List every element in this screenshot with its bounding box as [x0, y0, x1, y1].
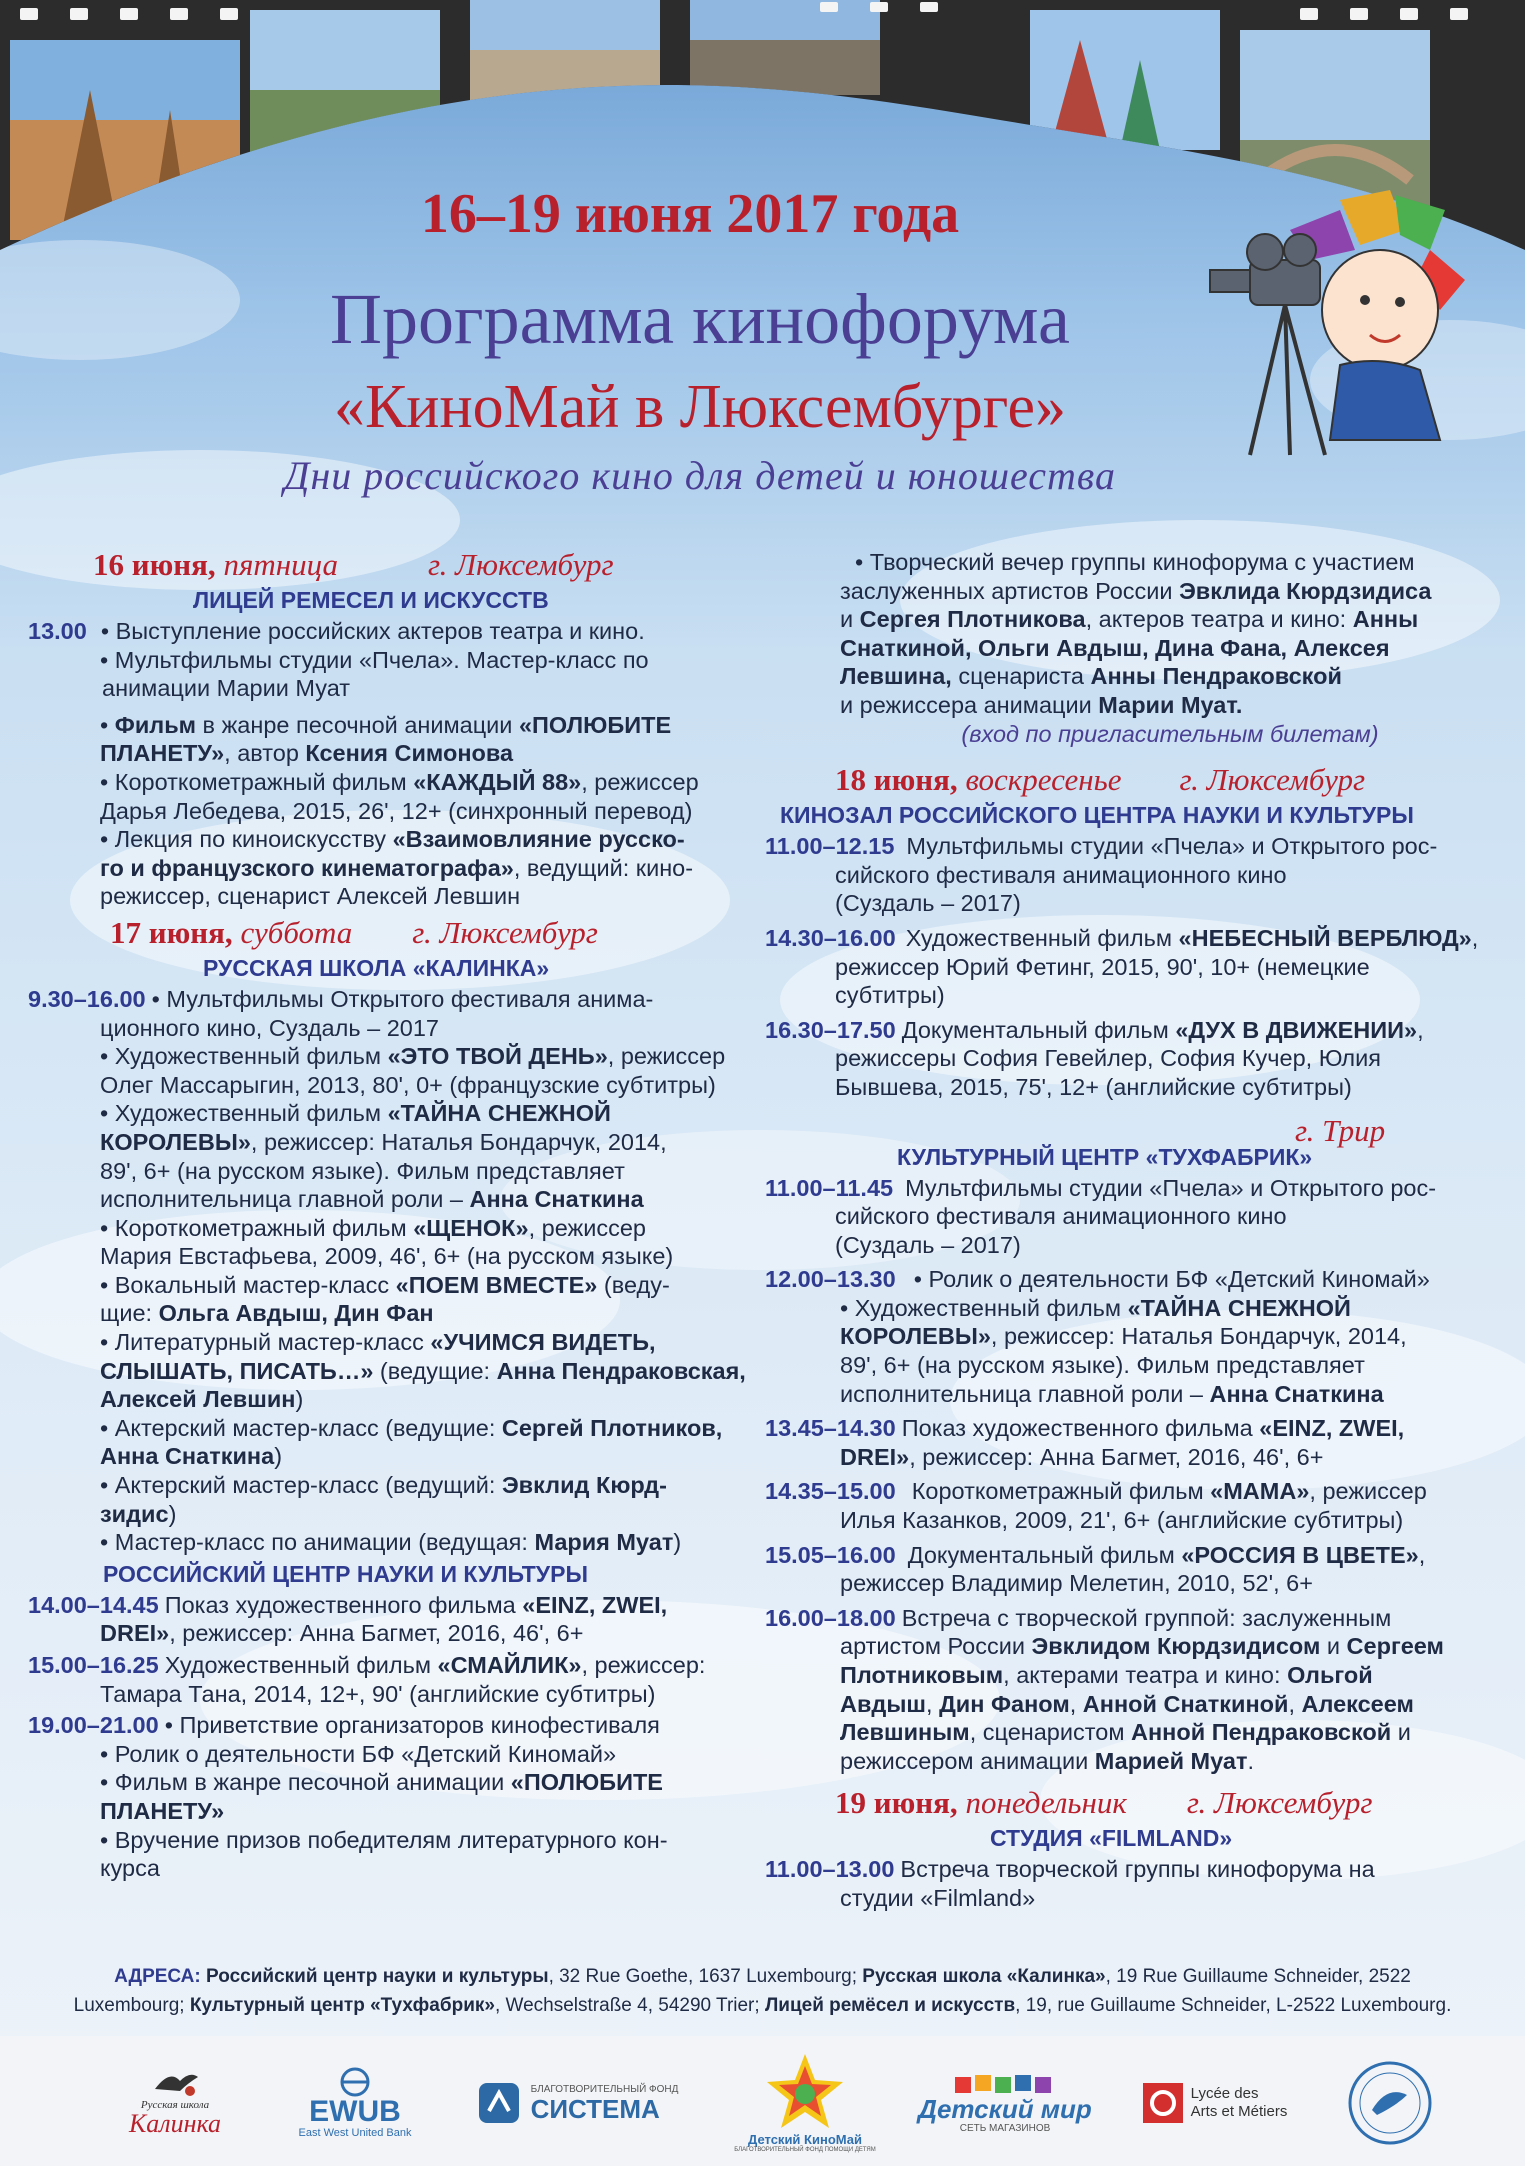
schedule-line: DREI», режиссер: Анна Багмет, 2016, 46', 6+ [840, 1443, 1324, 1470]
schedule-line: • Лекция по киноискусству «Взаимовлияние русско- [100, 826, 685, 853]
ewub-emblem-icon [330, 2067, 380, 2097]
schedule-line: • Литературный мастер-класс «УЧИМСЯ ВИДЕТЬ, [100, 1329, 656, 1356]
schedule-line: • Фильм в жанре песочной анимации «ПОЛЮБИТЕ [100, 1769, 663, 1796]
schedule-entry: 13.45–14.30 Показ художественного фильма «EINZ, ZWEI, [765, 1415, 1405, 1442]
schedule-line: анимации Марии Муат [102, 675, 351, 702]
day-heading-16: 16 июня, пятница г. Люксембург [93, 547, 614, 582]
schedule-line: зидис) [100, 1500, 177, 1527]
schedule-line: артистом России Эвклидом Кюрдзидисом и Сергеем [840, 1633, 1444, 1660]
lycee-logo: Lycée des Arts et Métiers [1140, 2058, 1290, 2148]
schedule-line: Авдыш, Дин Фаном, Анной Снаткиной, Алексеем [840, 1690, 1414, 1717]
schedule-line: Плотниковым, актерами театра и кино: Ольгой [840, 1662, 1373, 1688]
schedule-line: режиссером анимации Марией Муат. [840, 1747, 1254, 1774]
schedule-entry: 15.05–16.00 Документальный фильм «РОССИЯ В ЦВЕТЕ», [765, 1541, 1426, 1568]
venue-heading: КИНОЗАЛ РОССИЙСКОГО ЦЕНТРА НАУКИ И КУЛЬТУРЫ [780, 802, 1414, 829]
schedule-line: • Творческий вечер группы кинофорума с участием [855, 549, 1415, 575]
schedule-line: и режиссера анимации Марии Муат. [840, 691, 1243, 718]
round-seal-logo [1335, 2058, 1445, 2148]
schedule-entry: 14.35–15.00 Короткометражный фильм «МАМА», режиссер [765, 1478, 1427, 1505]
addresses-block: АДРЕСА: Российский центр науки и культуры, 32 Rue Goethe, 1637 Luxembourg; Русская школа «Калинка», 19 Rue Guillaume Schneider, 2522 Luxembourg; Культурный центр «Тухфабрик», Wechselstraße 4, 54290 Trier; Лицей ремёсел и искусств, 19, rue Guillaume Schneider, L-2522 Luxembourg. [73, 1966, 1452, 2016]
schedule-line: • Ролик о деятельности БФ «Детский Киномай» [100, 1740, 617, 1767]
sistema-logo: БЛАГОТВОРИТЕЛЬНЫЙ ФОНД СИСТЕМА [470, 2058, 685, 2148]
schedule-line: субтитры) [835, 982, 945, 1009]
schedule-line: • Короткометражный фильм «КАЖДЫЙ 88», режиссер [100, 768, 699, 795]
schedule-line: (Суздаль – 2017) [835, 890, 1021, 917]
schedule-line: сийского фестиваля анимационного кино [835, 1203, 1287, 1230]
venue-heading: КУЛЬТУРНЫЙ ЦЕНТР «ТУХФАБРИК» [897, 1143, 1313, 1170]
day-heading-17: 17 июня, суббота г. Люксембург [110, 914, 598, 950]
schedule-line: Олег Массарыгин, 2013, 80', 0+ (французские субтитры) [100, 1071, 716, 1098]
schedule-line: Мария Евстафьева, 2009, 46', 6+ (на русском языке) [100, 1243, 674, 1270]
schedule-line: го и французского кинематографа», ведущий: кино- [100, 854, 694, 881]
schedule-line: • Художественный фильм «ЭТО ТВОЙ ДЕНЬ», режиссер [100, 1043, 726, 1070]
schedule-line: • Художественный фильм «ТАЙНА СНЕЖНОЙ [100, 1100, 611, 1127]
schedule-line: 89', 6+ (на русском языке). Фильм представляет [100, 1157, 625, 1184]
schedule-entry: 14.30–16.00 Художественный фильм «НЕБЕСНЫЙ ВЕРБЛЮД», [765, 924, 1479, 951]
schedule-line: режиссеры София Гевейлер, София Кучер, Юлия [835, 1045, 1381, 1072]
invitation-note: (вход по пригласительным билетам) [961, 720, 1379, 747]
city-heading-trier: г. Трир [1295, 1112, 1386, 1148]
ewub-logo: EWUB East West United Bank [285, 2058, 425, 2148]
schedule-line: DREI», режиссер: Анна Багмет, 2016, 46', 6+ [100, 1620, 584, 1647]
schedule-line: щие: Ольга Авдыш, Дин Фан [100, 1300, 434, 1327]
schedule-line: Левшина, сценариста Анны Пендраковской [840, 663, 1342, 690]
schedule-line: режиссер Владимир Мелетин, 2010, 52', 6+ [840, 1570, 1313, 1597]
event-dates: 16–19 июня 2017 года [420, 183, 960, 245]
schedule-line: Анна Снаткина) [100, 1443, 283, 1470]
schedule-entry: 12.00–13.30 • Ролик о деятельности БФ «Детский Киномай» [765, 1266, 1430, 1293]
schedule-entry: 15.00–16.25 Художественный фильм «СМАЙЛИК», режиссер: [28, 1652, 706, 1678]
schedule-line: (Суздаль – 2017) [835, 1231, 1021, 1258]
schedule-line: Тамара Тана, 2014, 12+, 90' (английские субтитры) [100, 1680, 656, 1707]
schedule-line: Алексей Левшин) [100, 1386, 304, 1413]
schedule-entry: 16.00–18.00 Встреча с творческой группой: заслуженным [765, 1604, 1392, 1631]
schedule-line: • Вокальный мастер-класс «ПОЕМ ВМЕСТЕ» (веду- [100, 1271, 670, 1298]
schedule-line: • Вручение призов победителям литературного кон- [100, 1826, 668, 1853]
schedule-line: режиссер Юрий Фетинг, 2015, 90', 10+ (немецкие [835, 953, 1370, 980]
schedule-line: заслуженных артистов России Эвклида Кюрдзидиса [840, 577, 1432, 604]
schedule-line: Дарья Лебедева, 2015, 26', 12+ (синхронный перевод) [100, 797, 693, 824]
lycee-emblem-icon [1143, 2083, 1183, 2123]
venue-heading: ЛИЦЕЙ РЕМЕСЕЛ И ИСКУССТВ [193, 587, 549, 613]
colored-squares-icon [950, 2073, 1060, 2095]
schedule-line: Бывшева, 2015, 75', 12+ (английские субтитры) [835, 1073, 1352, 1100]
schedule-right-column [765, 548, 1495, 1913]
detskiy-mir-logo: Детский мир СЕТЬ МАГАЗИНОВ [915, 2058, 1095, 2148]
venue-heading: РУССКАЯ ШКОЛА «КАЛИНКА» [203, 954, 550, 981]
schedule-entry: 11.00–13.00 Встреча творческой группы кинофорума на [765, 1856, 1375, 1883]
schedule-line: • Фильм в жанре песочной анимации «ПОЛЮБИТЕ [100, 711, 672, 738]
sistema-emblem-icon [477, 2081, 521, 2125]
schedule-left-column [28, 545, 748, 1883]
schedule-line: ПЛАНЕТУ», автор Ксения Симонова [100, 740, 514, 767]
venue-heading: СТУДИЯ «FILMLAND» [990, 1825, 1233, 1852]
schedule-entry: 11.00–11.45 Мультфильмы студии «Пчела» и Открытого рос- [765, 1174, 1437, 1201]
schedule-line: СЛЫШАТЬ, ПИСАТЬ…» (ведущие: Анна Пендраковская, [100, 1357, 746, 1384]
schedule-line: Илья Казанков, 2009, 21', 6+ (английские субтитры) [840, 1507, 1404, 1534]
schedule-line: ПЛАНЕТУ» [100, 1797, 225, 1824]
schedule-line: студии «Filmland» [840, 1884, 1036, 1911]
schedule-entry: 13.00 • Выступление российских актеров театра и кино. [28, 618, 645, 644]
program-title: Программа кинофорума [330, 279, 1070, 359]
schedule-line: • Актерский мастер-класс (ведущие: Сергей Плотников, [100, 1414, 723, 1441]
kinomay-star-icon [765, 2052, 845, 2132]
schedule-line: • Короткометражный фильм «ЩЕНОК», режиссер [100, 1214, 646, 1241]
day-heading-19: 19 июня, понедельник г. Люксембург [835, 1785, 1373, 1821]
schedule-entry: 14.00–14.45 Показ художественного фильма «EINZ, ZWEI, [28, 1591, 668, 1618]
schedule-line: ционного кино, Суздаль – 2017 [100, 1014, 439, 1041]
program-subtitle: Дни российского кино для детей и юношества [284, 453, 1116, 498]
schedule-line: исполнительница главной роли – Анна Снаткина [840, 1380, 1384, 1407]
bird-icon [150, 2069, 200, 2099]
schedule-line: Левшиным, сценаристом Анной Пендраковской и [840, 1719, 1411, 1746]
schedule-line: режиссер, сценарист Алексей Левшин [100, 883, 521, 910]
schedule-line: • Художественный фильм «ТАЙНА СНЕЖНОЙ [840, 1294, 1351, 1321]
schedule-entry: 11.00–12.15 Мультфильмы студии «Пчела» и Открытого рос- [765, 833, 1438, 860]
schedule-entry: 19.00–21.00 • Приветствие организаторов кинофестиваля [28, 1712, 660, 1739]
schedule-line: • Мастер-класс по анимации (ведущая: Мария Муат) [100, 1529, 682, 1556]
schedule-line: • Актерский мастер-класс (ведущий: Эвклид Кюрд- [100, 1472, 667, 1499]
schedule-line: и Сергея Плотникова, актеров театра и кино: Анны [840, 606, 1419, 633]
schedule-line: Снаткиной, Ольги Авдыш, Дина Фана, Алексея [840, 634, 1390, 661]
venue-heading: РОССИЙСКИЙ ЦЕНТР НАУКИ И КУЛЬТУРЫ [103, 1560, 588, 1587]
schedule-line: курса [100, 1855, 160, 1882]
schedule-line: исполнительница главной роли – Анна Снаткина [100, 1186, 644, 1213]
schedule-line: 89', 6+ (на русском языке). Фильм представляет [840, 1352, 1365, 1379]
kalinka-logo: Русская школа Калинка [105, 2058, 245, 2148]
schedule-entry: 9.30–16.00 • Мультфильмы Открытого фестиваля анима- [28, 985, 654, 1012]
forum-name: «КиноМай в Люксембурге» [333, 373, 1067, 441]
schedule-line: КОРОЛЕВЫ», режиссер: Наталья Бондарчук, 2014, [840, 1323, 1407, 1350]
schedule-line: сийского фестиваля анимационного кино [835, 861, 1287, 888]
schedule-entry: 16.30–17.50 Документальный фильм «ДУХ В ДВИЖЕНИИ», [765, 1016, 1424, 1043]
day-heading-18: 18 июня, воскресенье г. Люксембург [835, 762, 1366, 798]
schedule-line: КОРОЛЕВЫ», режиссер: Наталья Бондарчук, 2014, [100, 1128, 667, 1155]
dove-seal-icon [1347, 2060, 1433, 2146]
schedule-line: • Мультфильмы студии «Пчела». Мастер-класс по [100, 646, 649, 673]
detskiy-kinomay-logo: Детский КиноМай БЛАГОТВОРИТЕЛЬНЫЙ ФОНД ПОМОЩИ ДЕТЯМ [730, 2042, 880, 2162]
